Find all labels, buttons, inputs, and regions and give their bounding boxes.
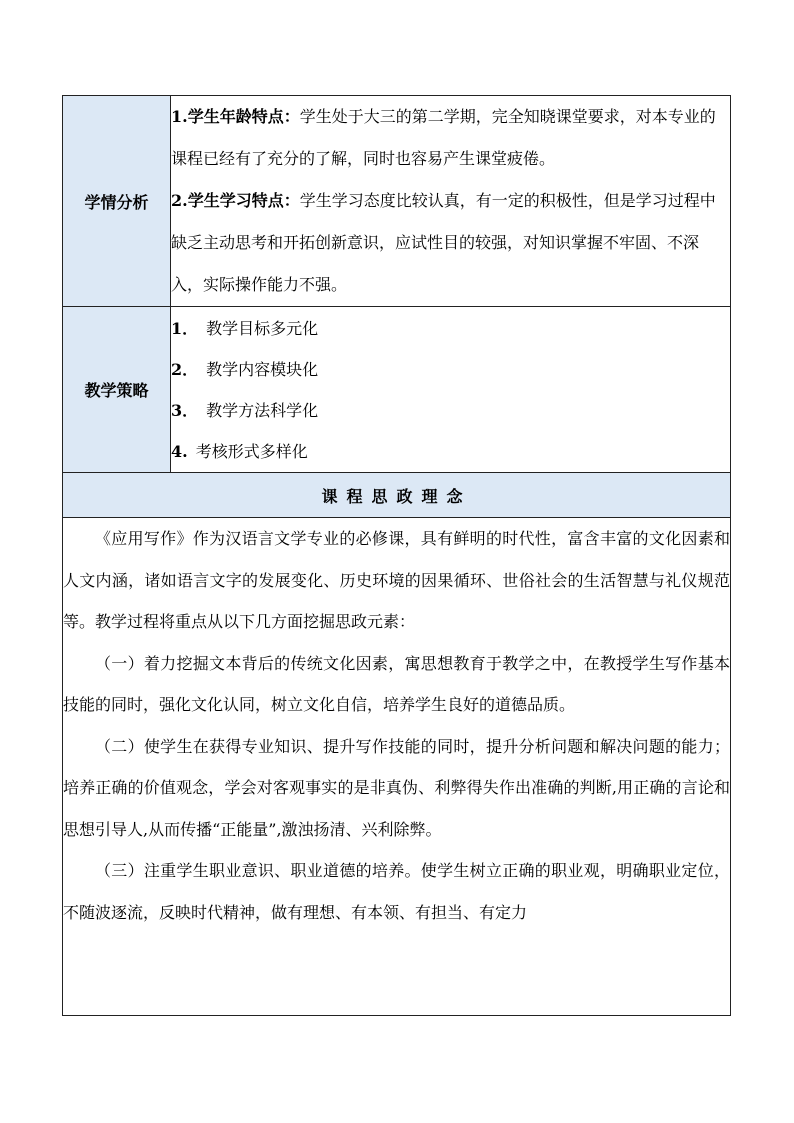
analysis-item-1-title: 1.学生年龄特点： [171, 107, 300, 126]
strategy-item-text: 教学方法科学化 [206, 400, 319, 420]
analysis-row [63, 96, 731, 307]
strategy-item [171, 390, 730, 431]
analysis-item-2 [171, 180, 730, 306]
analysis-label: 学情分析 [63, 96, 171, 307]
strategy-item-number: 2． [171, 359, 199, 379]
analysis-item-2-text: 学生学习态度比较认真，有一定的积极性，但是学习过程中缺乏主动思考和开拓创新意识，应试性目的较强，对知识掌握不牢固、不深入，实际操作能力不强。 [171, 191, 716, 294]
strategy-item [171, 349, 730, 390]
analysis-content [171, 96, 731, 307]
ideology-body-row [63, 518, 731, 1016]
strategy-item-number: 1． [171, 318, 199, 338]
ideology-paragraph: （三）注重学生职业意识、职业道德的培养。使学生树立正确的职业观，明确职业定位，不随波逐流，反映时代精神，做有理想、有本领、有担当、有定力 [63, 861, 730, 922]
ideology-header: 课程思政理念 [63, 473, 731, 518]
ideology-body [63, 518, 731, 1016]
strategy-row [63, 307, 731, 473]
analysis-item-1 [171, 96, 730, 180]
lesson-plan-table [62, 95, 731, 1016]
strategy-item-text: 考核形式多样化 [195, 441, 308, 461]
strategy-item-text: 教学内容模块化 [206, 359, 319, 379]
analysis-item-1-text: 学生处于大三的第二学期，完全知晓课堂要求，对本专业的课程已经有了充分的了解，同时也容易产生课堂疲倦。 [171, 107, 716, 168]
strategy-label: 教学策略 [63, 307, 171, 473]
strategy-item [171, 431, 730, 472]
ideology-paragraph: 《应用写作》作为汉语言文学专业的必修课，具有鲜明的时代性，富含丰富的文化因素和人文内涵，诸如语言文字的发展变化、历史环境的因果循环、世俗社会的生活智慧与礼仪规范等。教学过程将重点从以下几方面挖掘思政元素： [63, 529, 730, 631]
ideology-header-row [63, 473, 731, 518]
strategy-item-text: 教学目标多元化 [206, 318, 319, 338]
ideology-paragraph: （二）使学生在获得专业知识、提升写作技能的同时，提升分析问题和解决问题的能力；培养正确的价值观念，学会对客观事实的是非真伪、利弊得失作出准确的判断,用正确的言论和思想引导人,从而传播“正能量”,激浊扬清、兴利除弊。 [63, 736, 730, 839]
ideology-paragraph: （一）着力挖掘文本背后的传统文化因素，寓思想教育于教学之中，在教授学生写作基本技能的同时，强化文化认同，树立文化自信，培养学生良好的道德品质。 [63, 653, 730, 714]
strategy-item [171, 308, 730, 349]
strategy-item-number: 3． [171, 400, 199, 420]
strategy-content [171, 307, 731, 473]
strategy-item-number: 4. [171, 441, 188, 461]
analysis-item-2-title: 2.学生学习特点： [171, 191, 300, 210]
